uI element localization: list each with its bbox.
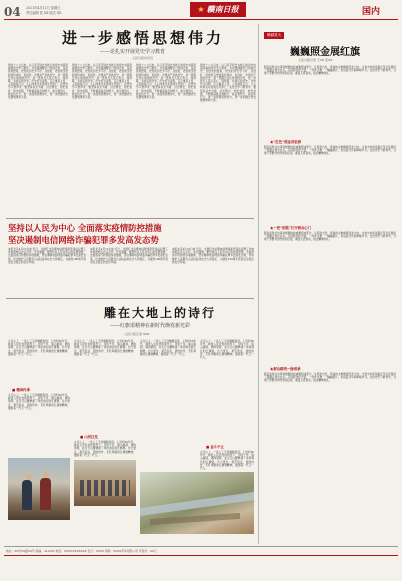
feature-sub-3: ★群众路线一脉相承 [270, 367, 301, 371]
news-col-2: 本报北京4月10日电 近日，全国打击治理电信网络新型违法犯罪工作电视电话会议召开。会议强调，要坚持以人民为中心的发展思想，全面落实打防管控各项措施，坚决遏制电信网络诈骗犯罪多发高发态势，切实维护人民群众合法权益和社会大局稳定，为建党100周年营造安全稳定的社会环境。 [90, 248, 168, 264]
photo-ceremony [74, 460, 136, 506]
bf-sub-3: ■ 奋斗不止 [206, 445, 224, 449]
news-col-3: 本报北京4月10日电 近日，全国打击治理电信网络新型违法犯罪工作电视电话会议召开。会议强调，要坚持以人民为中心的发展思想，全面落实打防管控各项措施，坚决遏制电信网络诈骗犯罪多发高发态势，切实维护人民群众合法权益和社会大局稳定，为建党100周年营造安全稳定的社会环境。 [172, 248, 254, 264]
bottom-feature-subtitle: ——红旗渠精神在新时代焕发新光彩 [110, 323, 191, 329]
star-icon: ★ [197, 5, 205, 14]
feature-body-4: 照金是陕甘边革命根据地的重要组成部分。从照金出发，革命的火种燎原西北大地，为党中央和各路红军长征提供了落脚点和出发点。走进照金纪念馆，一件件文物、一幅幅照片，诉说着当年的峥嵘岁月。在党史学习教育中，当地干部群众纷纷来到这里，重温入党誓词，接受精神洗礼。 [264, 373, 396, 383]
lead-title: 进一步感悟思想伟力 [62, 29, 225, 47]
lead-col-1: 党的十八大以来，以习近平同志为核心的党中央高度重视党史学习教育，多次强调要学习党的历史，总结党的经验，把党的历史学习好、总结好，把党的宝贵经验传承好、发扬好。中国共产党的历史，是一部践行初心使命的历史，是一部党与人民心连心、同呼吸、共命运的历史。历史充分证明，江山就是人民，人民就是江山，人心向背关系党的生死存亡。在党史学习教育中，要坚持以史为镜、以史明志，知史爱党、知史爱国，不断提高政治判断力、政治领悟力、政治执行力，进一步感悟思想伟力，进一步把握历史发展规律和大势。 [8, 64, 68, 100]
feature-sub-1: ★“红色”照金旧址群 [270, 140, 302, 144]
lead-byline: 人民日报评论员 [132, 56, 154, 60]
photo-river-canal [140, 472, 254, 534]
feature-body-3: 照金是陕甘边革命根据地的重要组成部分。从照金出发，革命的火种燎原西北大地，为党中央和各路红军长征提供了落脚点和出发点。走进照金纪念馆，一件件文物、一幅幅照片，诉说着当年的峥嵘岁月。在党史学习教育中，当地干部群众纷纷来到这里，重温入党誓词，接受精神洗礼。 [264, 232, 396, 242]
lead-col-4: 党的十八大以来，以习近平同志为核心的党中央高度重视党史学习教育，多次强调要学习党的历史，总结党的经验，把党的历史学习好、总结好，把党的宝贵经验传承好、发扬好。中国共产党的历史，是一部践行初心使命的历史，是一部党与人民心连心、同呼吸、共命运的历史。历史充分证明，江山就是人民，人民就是江山，人心向背关系党的生死存亡。在党史学习教育中，要坚持以史为镜、以史明志，知史爱党、知史爱国，不断提高政治判断力、政治领悟力、政治执行力，进一步感悟思想伟力，进一步把握历史发展规律和大势。 [200, 64, 256, 103]
bf-col-1b: 太行山上，一条人工天河蜿蜒盘绕。上世纪60年代，林县人民在党的领导下，历时十年，逢山凿洞，遇沟架桥，在太行山腰修建了举世闻名的红旗渠。自力更生、艰苦创业、团结协作、无私奉献的红旗渠精神，激励着一代又一代人。 [8, 394, 70, 410]
page-number: 04 [4, 5, 21, 19]
news-title-1: 坚持以人民为中心 全面落实疫情防控措施 [8, 223, 162, 233]
bf-sub-1: ■ 精神传承 [12, 388, 30, 392]
lead-col-2: 党的十八大以来，以习近平同志为核心的党中央高度重视党史学习教育，多次强调要学习党的历史，总结党的经验，把党的历史学习好、总结好，把党的宝贵经验传承好、发扬好。中国共产党的历史，是一部践行初心使命的历史，是一部党与人民心连心、同呼吸、共命运的历史。历史充分证明，江山就是人民，人民就是江山，人心向背关系党的生死存亡。在党史学习教育中，要坚持以史为镜、以史明志，知史爱党、知史爱国，不断提高政治判断力、政治领悟力、政治执行力，进一步感悟思想伟力，进一步把握历史发展规律和大势。 [72, 64, 132, 100]
section-label: 国内 [362, 7, 381, 17]
bf-col-1a: 太行山上，一条人工天河蜿蜒盘绕。上世纪60年代，林县人民在党的领导下，历时十年，逢山凿洞，遇沟架桥，在太行山腰修建了举世闻名的红旗渠。自力更生、艰苦创业、团结协作、无私奉献的红旗渠精神，激励着一代又一代人。 [8, 340, 70, 356]
feature-body-2: 照金是陕甘边革命根据地的重要组成部分。从照金出发，革命的火种燎原西北大地，为党中央和各路红军长征提供了落脚点和出发点。走进照金纪念馆，一件件文物、一幅幅照片，诉说着当年的峥嵘岁月。在党史学习教育中，当地干部群众纷纷来到这里，重温入党誓词，接受精神洗礼。 [264, 146, 396, 156]
feature-byline: 人民日报记者 王XX 张XX [298, 58, 333, 62]
bf-col-4a: 太行山上，一条人工天河蜿蜒盘绕。上世纪60年代，林县人民在党的领导下，历时十年，逢山凿洞，遇沟架桥，在太行山腰修建了举世闻名的红旗渠。自力更生、艰苦创业、团结协作、无私奉献的红旗渠精神，激励着一代又一代人。 [200, 340, 254, 360]
masthead: 赣南日报 [206, 4, 239, 14]
page-header [0, 0, 402, 24]
bottom-feature-byline: 人民日报记者 XXX [124, 332, 150, 336]
bf-sub-2: ■ 山河巨变 [80, 435, 98, 439]
footer-text: 地址：XX市XX路XX号 邮编：341000 电话：XXXX-XXXXXXX 发行：XXXX 印刷：XXXX印务有限公司 零售价：XX元 [6, 549, 157, 553]
lead-col-3: 党的十八大以来，以习近平同志为核心的党中央高度重视党史学习教育，多次强调要学习党的历史，总结党的经验，把党的历史学习好、总结好，把党的宝贵经验传承好、发扬好。中国共产党的历史，是一部践行初心使命的历史，是一部党与人民心连心、同呼吸、共命运的历史。历史充分证明，江山就是人民，人民就是江山，人心向背关系党的生死存亡。在党史学习教育中，要坚持以史为镜、以史明志，知史爱党、知史爱国，不断提高政治判断力、政治领悟力、政治执行力，进一步感悟思想伟力，进一步把握历史发展规律和大势。 [136, 64, 196, 100]
footer-rule [4, 555, 398, 556]
news-title-2: 坚决遏制电信网络诈骗犯罪多发高发态势 [8, 235, 159, 245]
editor-line: 责任编辑 张 XX 版式 XX [26, 11, 62, 15]
photo-people-outdoors [8, 458, 70, 520]
bottom-feature-title: 雕在大地上的诗行 [104, 306, 217, 320]
news-col-1: 本报北京4月10日电 近日，全国打击治理电信网络新型违法犯罪工作电视电话会议召开。会议强调，要坚持以人民为中心的发展思想，全面落实打防管控各项措施，坚决遏制电信网络诈骗犯罪多发高发态势，切实维护人民群众合法权益和社会大局稳定，为建党100周年营造安全稳定的社会环境。 [8, 248, 86, 264]
bf-col-4b: 太行山上，一条人工天河蜿蜒盘绕。上世纪60年代，林县人民在党的领导下，历时十年，逢山凿洞，遇沟架桥，在太行山腰修建了举世闻名的红旗渠。自力更生、艰苦创业、团结协作、无私奉献的红旗渠精神，激励着一代又一代人。 [200, 451, 254, 471]
bf-col-2b: 太行山上，一条人工天河蜿蜒盘绕。上世纪60年代，林县人民在党的领导下，历时十年，逢山凿洞，遇沟架桥，在太行山腰修建了举世闻名的红旗渠。自力更生、艰苦创业、团结协作、无私奉献的红旗渠精神，激励着一代又一代人。 [74, 441, 136, 457]
feature-title: 巍巍照金展红旗 [290, 47, 360, 58]
feature-body-1: 照金是陕甘边革命根据地的重要组成部分。从照金出发，革命的火种燎原西北大地，为党中央和各路红军长征提供了落脚点和出发点。走进照金纪念馆，一件件文物、一幅幅照片，诉说着当年的峥嵘岁月。在党史学习教育中，当地干部群众纷纷来到这里，重温入党誓词，接受精神洗礼。 [264, 66, 396, 76]
header-rule [4, 19, 398, 20]
masthead-badge [190, 2, 246, 17]
feature-sub-2: ★一把“钥匙”打开群众心门 [270, 226, 312, 230]
bf-col-3a: 太行山上，一条人工天河蜿蜒盘绕。上世纪60年代，林县人民在党的领导下，历时十年，逢山凿洞，遇沟架桥，在太行山腰修建了举世闻名的红旗渠。自力更生、艰苦创业、团结协作、无私奉献的红旗渠精神，激励着一代又一代人。 [140, 340, 196, 356]
feature-column-label: 赣鄱星火 [264, 32, 284, 39]
date-line: 2021年4月11日 星期日 [26, 6, 61, 10]
bf-col-2a: 太行山上，一条人工天河蜿蜒盘绕。上世纪60年代，林县人民在党的领导下，历时十年，逢山凿洞，遇沟架桥，在太行山腰修建了举世闻名的红旗渠。自力更生、艰苦创业、团结协作、无私奉献的红旗渠精神，激励着一代又一代人。 [74, 340, 136, 356]
lead-subtitle: ——论扎实开展党史学习教育 [100, 49, 166, 55]
